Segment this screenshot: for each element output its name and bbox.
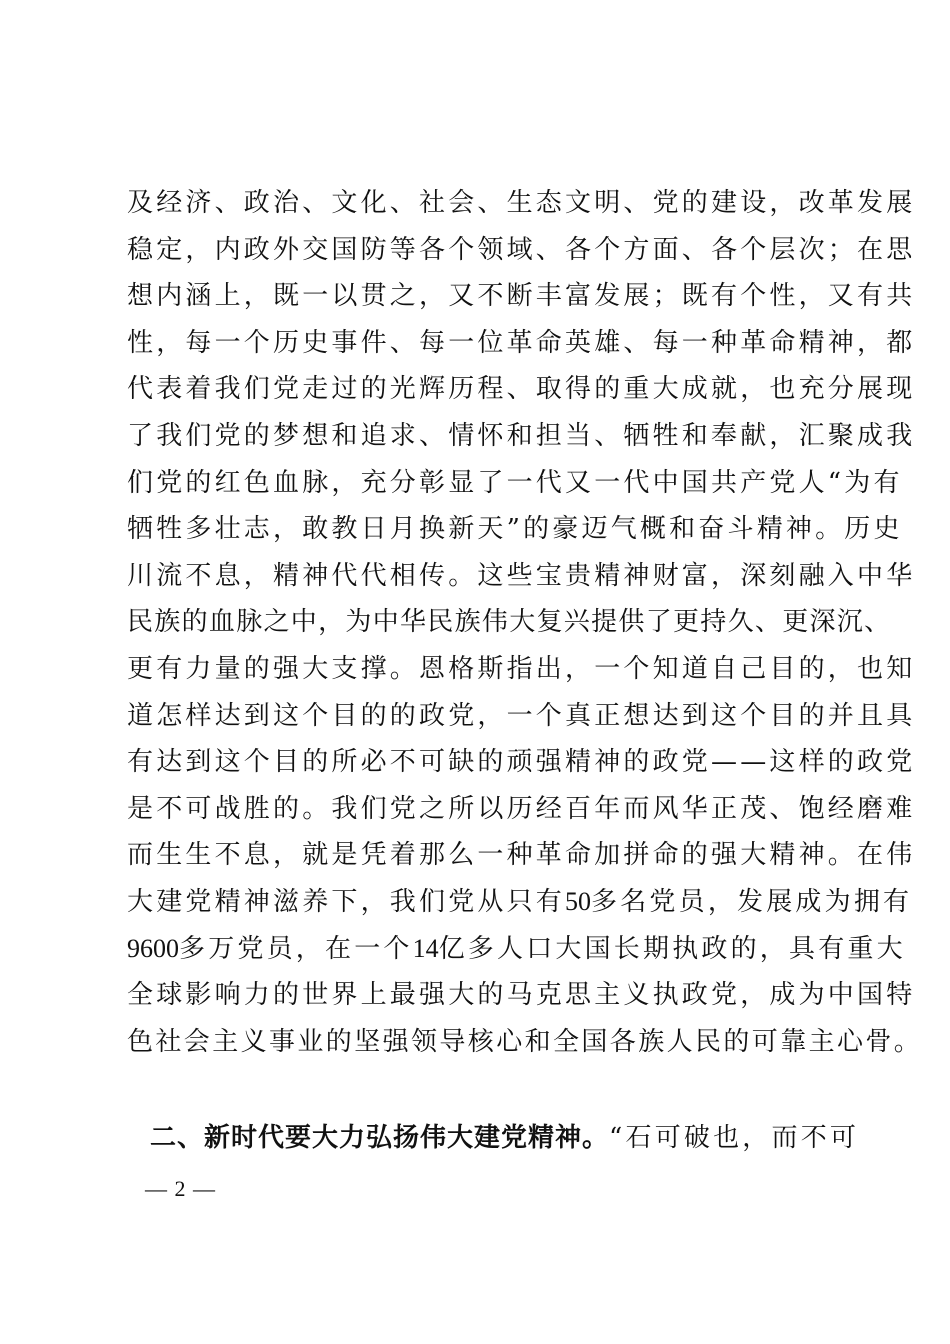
text-line-9: 川流不息，精神代代相传。这些宝贵精神财富，深刻融入中华 <box>127 560 916 591</box>
section-heading-line <box>150 1115 860 1161</box>
text-line-16 <box>127 879 913 926</box>
text-line-4: 性，每一个历史事件、每一位革命英雄、每一种革命精神，都 <box>127 327 916 358</box>
page-number: — 2 — <box>145 1176 216 1201</box>
text-line-17 <box>127 926 906 973</box>
text-line-11: 更有力量的强大支撑。恩格斯指出，一个知道自己目的，也知 <box>127 653 916 684</box>
text-line-3: 想内涵上，既一以贯之，又不断丰富发展；既有个性，又有共 <box>127 281 916 312</box>
number-14: 14 <box>412 933 439 963</box>
text-segment: 多名党员，发展成为拥有 <box>591 886 913 917</box>
text-line-6: 了我们党的梦想和追求、情怀和担当、牺牲和奉献，汇聚成我 <box>127 420 916 451</box>
text-line-12: 道怎样达到这个目的的政党，一个真正想达到这个目的并且具 <box>127 700 916 731</box>
text-line-8: 牺牲多壮志，敢教日月换新天”的豪迈气概和奋斗精神。历史 <box>127 514 903 545</box>
body-paragraph <box>127 180 923 1065</box>
text-line-13: 有达到这个目的所必不可缺的顽强精神的政党——这样的政党 <box>127 747 916 778</box>
text-line-18: 全球影响力的世界上最强大的马克思主义执政党，成为中国特 <box>127 980 916 1011</box>
text-line-15: 而生生不息，就是凭着那么一种革命加拼命的强大精神。在伟 <box>127 840 916 871</box>
text-line-7: 们党的红色血脉，充分彰显了一代又一代中国共产党人“为有 <box>127 467 903 498</box>
section-heading: 二、新时代要大力弘扬伟大建党精神。 <box>150 1123 610 1153</box>
text-segment: 大建党精神滋养下，我们党从只有 <box>127 886 566 917</box>
heading-quote-text: “石可破也，而不可 <box>609 1123 860 1153</box>
text-segment: 亿多人口大国长期执政的，具有重大 <box>438 933 906 964</box>
text-line-1: 及经济、政治、文化、社会、生态文明、党的建设，改革发展 <box>127 188 916 218</box>
text-line-14: 是不可战胜的。我们党之所以历经百年而风华正茂、饱经磨难 <box>127 793 916 824</box>
text-line-19: 色社会主义事业的坚强领导核心和全国各族人民的可靠主心骨。 <box>127 1026 923 1057</box>
text-line-5: 代表着我们党走过的光辉历程、取得的重大成就，也充分展现 <box>127 374 916 405</box>
text-segment: 多万党员，在一个 <box>179 933 413 964</box>
text-line-10: 民族的血脉之中，为中华民族伟大复兴提供了更持久、更深沉、 <box>127 607 892 638</box>
text-line-2: 稳定，内政外交国防等各个领域、各个方面、各个层次；在思 <box>127 234 916 265</box>
number-fifty: 50 <box>565 886 592 916</box>
number-9600: 9600 <box>127 933 179 963</box>
